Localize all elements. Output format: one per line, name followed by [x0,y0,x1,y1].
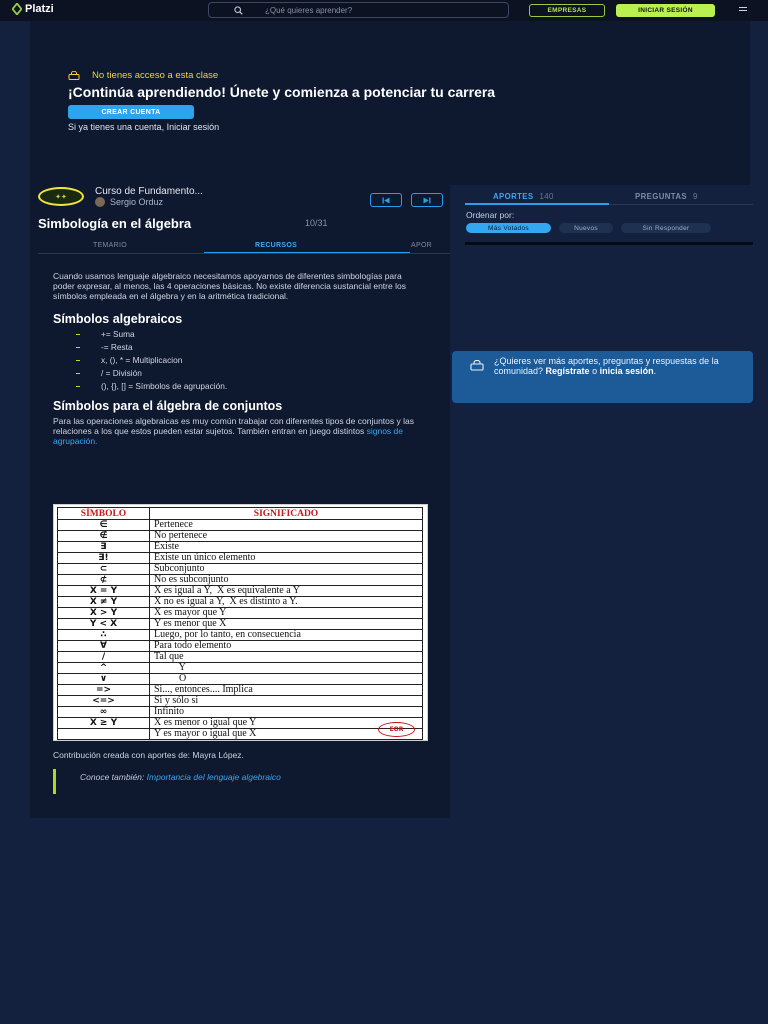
previous-class-button[interactable] [370,193,402,207]
symbol-cell: X ≥ Y [58,718,150,729]
search-bar[interactable] [208,2,509,18]
table-row [58,597,423,608]
table-row [58,652,423,663]
table-row [58,520,423,531]
platzi-logo[interactable] [12,3,54,15]
sets-text: Para las operaciones algebraicas es muy común trabajar con diferentes tipos de conjuntos y las relaciones a los que estos pueden estar sujetos. También entran en juego distintos [53,415,414,436]
empresas-button[interactable]: EMPRESAS [529,4,605,17]
lock-icon [68,71,80,80]
symbol-cell: / [58,652,150,663]
next-class-button[interactable] [411,193,443,207]
meaning-cell: No pertenece [150,531,423,542]
search-input[interactable] [265,6,505,15]
meaning-cell: X es igual a Y, X es equivalente a Y [150,586,423,597]
login-button[interactable]: INICIAR SESIÓN [616,4,715,17]
meaning-cell: O [150,674,423,685]
meaning-cell: Y [150,663,423,674]
meaning-cell: Para todo elemento [150,641,423,652]
meaning-cell: Existe un único elemento [150,553,423,564]
meaning-cell: X no es igual a Y, X es distinto a Y. [150,597,423,608]
filter-new[interactable]: Nuevos [559,223,613,233]
have-account-link[interactable]: Si ya tienes una cuenta, Iniciar sesión [68,122,220,132]
table-row [58,531,423,542]
tab-aportes-community[interactable] [493,192,554,201]
promo-title: ¡Continúa aprendiendo! Únete y comienza a potenciar tu carrera [68,84,496,100]
meaning-cell: No es subconjunto [150,575,423,586]
meaning-cell: Si..., entonces.... Implica [150,685,423,696]
meaning-cell: X es menor o igual que Y [150,718,423,729]
symbol-cell: ∴ [58,630,150,641]
see-also-quote [53,769,281,794]
contribution-note: Contribución creada con aportes de: Mayra López. [53,750,244,760]
stamp-logo: EOR [378,722,415,737]
list-item: / = División [53,367,425,380]
tab-temario[interactable]: TEMARIO [93,242,127,249]
symbol-cell [58,729,150,740]
meaning-cell: Y es mayor o igual que X [150,729,423,740]
symbol-cell: ∨ [58,674,150,685]
divider [465,242,753,245]
table-header-symbol: SÍMBOLO [58,508,150,520]
no-access-notice [68,70,218,81]
tab-count: 140 [539,192,554,201]
symbol-cell: Y < X [58,619,150,630]
sets-paragraph [53,416,425,447]
top-navbar [0,0,768,21]
meaning-cell: Existe [150,542,423,553]
symbol-cell: <=> [58,696,150,707]
table-row [58,586,423,597]
meaning-cell: Y es menor que X [150,619,423,630]
teacher-avatar [95,197,105,207]
course-name[interactable]: Curso de Fundamento... [95,186,203,197]
symbol-cell: ⊄ [58,575,150,586]
grouping-signs-link[interactable]: signos de agrupación. [53,425,403,447]
cta-prefix: ¿Quieres ver más aportes, preguntas y respuestas de la comunidad? [494,356,719,376]
table-row [58,575,423,586]
lock-icon [470,360,484,371]
table-row [58,542,423,553]
symbol-cell: ^ [58,663,150,674]
register-link[interactable]: Regístrate [545,365,590,376]
symbols-table-image [53,504,428,741]
table-header-meaning: SIGNIFICADO [150,508,423,520]
list-item: += Suma [53,328,425,341]
meaning-cell: Pertenece [150,520,423,531]
no-access-text: No tienes acceso a esta clase [92,70,219,81]
intro-paragraph: Cuando usamos lenguaje algebraico necesitamos apoyarnos de diferentes simbologías para poder expresar, al menos, las 4 operaciones básicas. No existe diferencia sustancial entre los símbolos empleada en el álgebra y en la aritmética tradicional. [53,271,406,302]
symbols-table [57,507,423,740]
symbol-cell: X = Y [58,586,150,597]
resource-content [53,271,425,782]
table-row [58,619,423,630]
class-progress-count: 10/31 [305,218,328,228]
table-row [58,663,423,674]
skip-previous-icon [382,197,390,204]
filter-unanswered[interactable]: Sin Responder [621,223,711,233]
cta-text [494,357,724,376]
meaning-cell: Si y sólo si [150,696,423,707]
meaning-cell: Luego, por lo tanto, en consecuencia [150,630,423,641]
table-row [58,564,423,575]
login-link[interactable]: inicia sesión [599,365,654,376]
cta-suffix: . [653,365,657,376]
course-badge-icon: ✦✦ [38,187,84,206]
class-panel [30,185,450,818]
tab-preguntas[interactable] [635,192,698,201]
cta-or: o [589,365,600,376]
active-tab-indicator [465,203,609,205]
promo-banner [30,21,750,185]
symbol-cell: ∉ [58,531,150,542]
meaning-cell: Tal que [150,652,423,663]
symbol-cell: ∃ [58,542,150,553]
tab-aportes[interactable]: APOR [411,242,433,249]
list-item: -= Resta [53,341,425,354]
symbol-list [53,328,425,393]
symbol-cell: ∈ [58,520,150,531]
tab-count: 9 [692,192,698,201]
see-also-prefix: Conoce también: [80,772,147,782]
see-also-link[interactable]: Importancia del lenguaje algebraico [146,772,281,782]
symbol-cell: ∃! [58,553,150,564]
meaning-cell: X es mayor que Y [150,608,423,619]
class-title: Simbología en el álgebra [38,216,192,231]
search-icon [234,6,243,15]
tab-label: PREGUNTAS [635,192,687,201]
menu-icon[interactable] [739,7,747,13]
table-row [58,696,423,707]
meaning-cell: Subconjunto [150,564,423,575]
community-panel [465,185,753,245]
teacher-name: Sergio Orduz [110,197,164,207]
active-tab-indicator [204,252,410,254]
order-label: Ordenar por: [466,210,515,220]
meaning-cell: Infinito [150,707,423,718]
table-row [58,674,423,685]
table-row [58,608,423,619]
table-row [58,707,423,718]
table-row [58,641,423,652]
symbol-cell: ∀ [58,641,150,652]
table-row [58,685,423,696]
filter-most-voted[interactable]: Más Votados [466,223,551,233]
symbol-cell: X ≠ Y [58,597,150,608]
symbol-cell: ∞ [58,707,150,718]
table-row [58,729,423,740]
logo-text: Platzi [25,3,54,15]
teacher-info [95,197,163,207]
list-item: x, (), * = Multiplicacion [53,354,425,367]
symbols-table-body [58,520,423,740]
community-cta [452,351,753,403]
tab-recursos[interactable]: RECURSOS [255,242,298,249]
create-account-button[interactable]: CREAR CUENTA [68,105,194,119]
table-row [58,630,423,641]
symbol-cell: ⊂ [58,564,150,575]
symbol-cell: => [58,685,150,696]
tab-label: APORTES [493,192,534,201]
table-row [58,718,423,729]
symbol-cell: X > Y [58,608,150,619]
heading-set-symbols: Símbolos para el álgebra de conjuntos [53,398,283,413]
class-tabs [38,236,450,254]
list-item: (), {}, [] = Símbolos de agrupación. [53,380,425,393]
platzi-logo-icon [12,3,22,15]
skip-next-icon [423,197,431,204]
heading-algebraic-symbols: Símbolos algebraicos [53,311,183,326]
table-row [58,553,423,564]
